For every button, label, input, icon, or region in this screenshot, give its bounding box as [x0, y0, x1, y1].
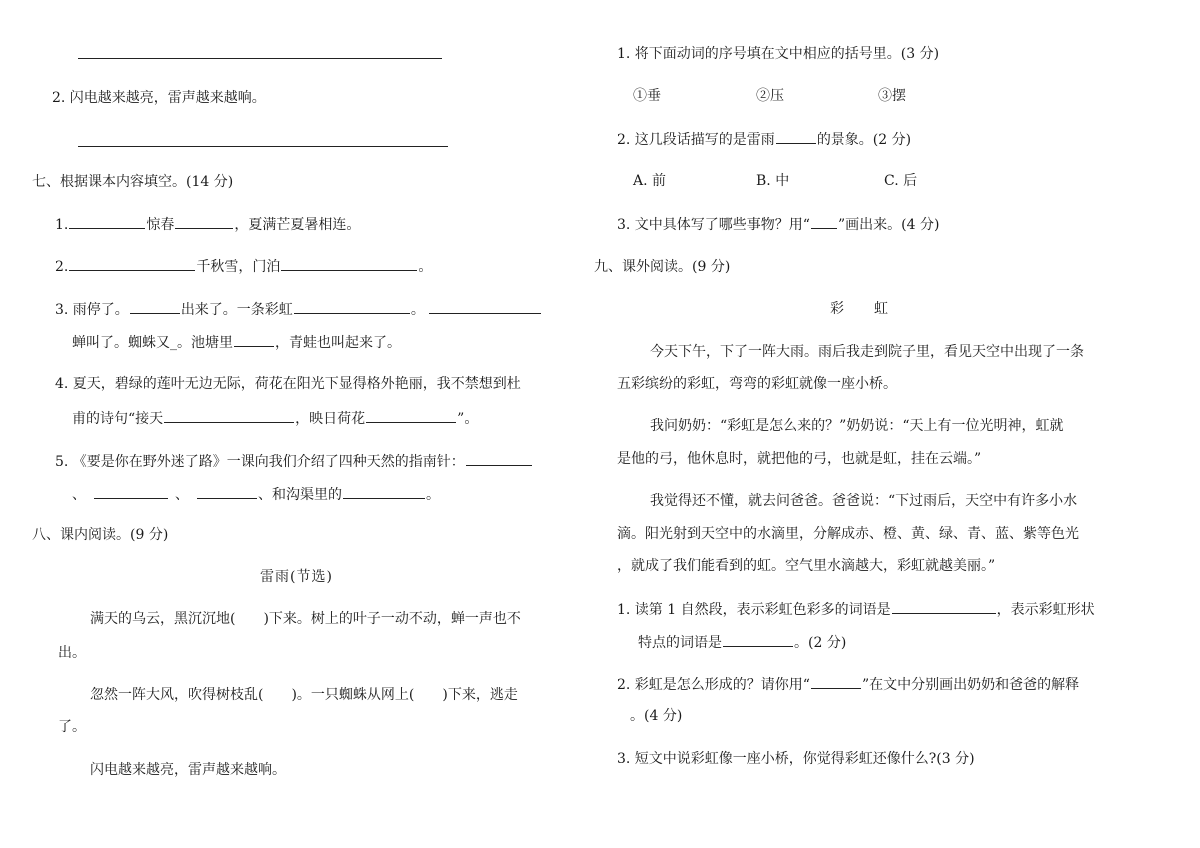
s7-question-5-line-1: 5. 《要是你在野外迷了路》一课向我们介绍了四种天然的指南针： [55, 451, 533, 472]
blank [69, 256, 195, 271]
s8-q1-option-1: ①垂 [633, 88, 661, 104]
blank [164, 408, 294, 423]
answer-line [78, 58, 442, 59]
s8-question-2: 2. 这几段话描写的是雷雨 的景象。(2 分) [617, 129, 911, 150]
passage-9-para-3-line-2: 滴。阳光射到天空中的水滴里，分解成赤、橙、黄、绿、青、蓝、紫等色光 [617, 526, 1079, 542]
s8-q2-option-a: A. 前 [633, 173, 667, 189]
s8-q1-option-2: ②压 [756, 88, 784, 104]
s9-question-1-line-1: 1. 读第 1 自然段，表示彩虹色彩多的词语是 ，表示彩虹形状 [617, 599, 1095, 620]
passage-9-para-3-line-3: ，就成了我们能看到的虹。空气里水滴越大，彩虹就越美丽。” [617, 558, 996, 574]
s7-question-3-line-1: 3. 雨停了。 出来了。一条彩虹 。 [55, 299, 542, 320]
blank [892, 599, 996, 614]
blank [811, 214, 837, 229]
passage-9-para-1-line-2: 五彩缤纷的彩虹，弯弯的彩虹就像一座小桥。 [617, 376, 897, 392]
s9-question-2-line-2: 。(4 分) [630, 708, 683, 724]
passage-9-para-2-line-1: 我问奶奶：“彩虹是怎么来的？”奶奶说：“天上有一位光明神，虹就 [650, 418, 1064, 434]
s7-question-4-line-1: 4. 夏天，碧绿的莲叶无边无际，荷花在阳光下显得格外艳丽，我不禁想到杜 [55, 376, 521, 392]
answer-line [78, 146, 448, 147]
passage-8-para-1-line-2: 出。 [58, 645, 86, 661]
s8-q1-option-3: ③摆 [878, 88, 906, 104]
passage-8-para-2-line-1: 忽然一阵大风，吹得树枝乱( )。一只蜘蛛从网上( )下来，逃走 [90, 687, 518, 703]
s7-question-1: 1. 惊春 ，夏满芒夏暑相连。 [55, 214, 360, 235]
blank [343, 484, 425, 499]
section-9-heading: 九、课外阅读。(9 分) [594, 259, 731, 275]
s9-question-2-line-1: 2. 彩虹是怎么形成的？请你用“ ”在文中分别画出奶奶和爸爸的解释 [617, 674, 1079, 695]
passage-title-caihong: 彩虹 [830, 301, 918, 317]
section-8-heading: 八、课内阅读。(9 分) [32, 527, 169, 543]
s8-q2-option-c: C. 后 [884, 173, 918, 189]
s8-question-1: 1. 将下面动词的序号填在文中相应的括号里。(3 分) [617, 46, 940, 62]
blank [234, 332, 274, 347]
passage-9-para-3-line-1: 我觉得还不懂，就去问爸爸。爸爸说：“下过雨后，天空中有许多小水 [650, 493, 1078, 509]
s8-q2-option-b: B. 中 [756, 173, 790, 189]
section-7-heading: 七、根据课本内容填空。(14 分) [32, 174, 234, 190]
s8-question-3: 3. 文中具体写了哪些事物？用“ ”画出来。(4 分) [617, 214, 939, 235]
s7-question-5-line-2: 、 、 、和沟渠里的 。 [72, 484, 440, 505]
blank [723, 632, 793, 647]
passage-9-para-1-line-1: 今天下午，下了一阵大雨。雨后我走到院子里，看见天空中出现了一条 [650, 344, 1084, 360]
blank [294, 299, 410, 314]
s9-question-1-line-2: 特点的词语是 。(2 分) [638, 632, 846, 653]
s7-question-2: 2. 千秋雪，门泊 。 [55, 256, 432, 277]
passage-8-para-1-line-1: 满天的乌云，黑沉沉地( )下来。树上的叶子一动不动，蝉一声也不 [90, 611, 521, 627]
blank [69, 214, 145, 229]
passage-8-para-2-line-2: 了。 [58, 719, 86, 735]
blank [130, 299, 180, 314]
passage-title-leiyu: 雷雨(节选) [260, 569, 333, 585]
blank [197, 484, 257, 499]
s7-question-4-line-2: 甫的诗句“接天 ，映日荷花 ”。 [72, 408, 478, 429]
q6-item-2: 2. 闪电越来越亮，雷声越来越响。 [52, 90, 266, 106]
s9-question-3: 3. 短文中说彩虹像一座小桥，你觉得彩虹还像什么?(3 分) [617, 751, 975, 767]
blank [281, 256, 417, 271]
s7-question-3-line-2: 蝉叫了。蜘蛛又_。池塘里 ，青蛙也叫起来了。 [72, 332, 401, 353]
passage-8-para-3: 闪电越来越亮，雷声越来越响。 [90, 762, 286, 778]
blank [366, 408, 456, 423]
blank [776, 129, 816, 144]
passage-9-para-2-line-2: 是他的弓，他休息时，就把他的弓，也就是虹，挂在云端。” [617, 451, 982, 467]
blank [466, 451, 532, 466]
blank [811, 674, 861, 689]
blank [94, 484, 168, 499]
blank [175, 214, 233, 229]
blank [429, 299, 541, 314]
